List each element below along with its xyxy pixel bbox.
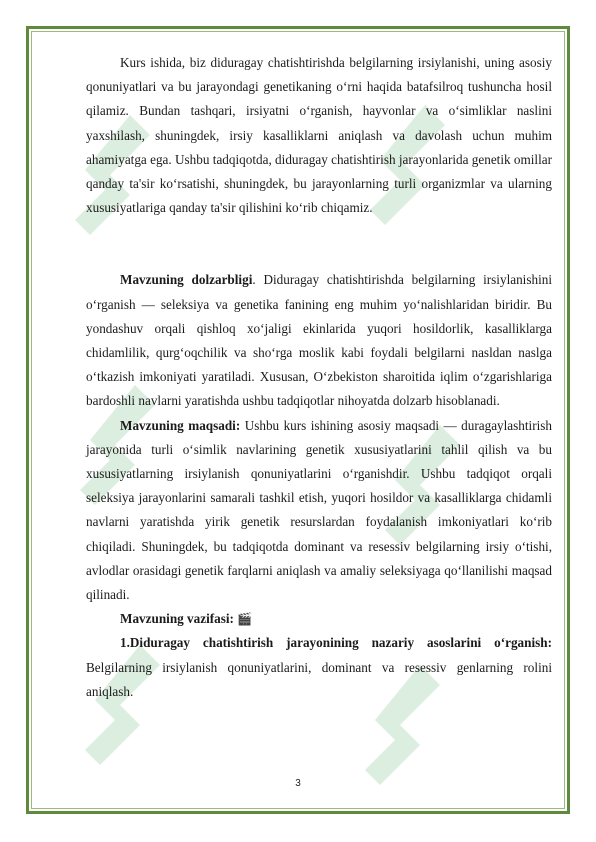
relevance-heading: Mavzuning dolzarbligi bbox=[120, 272, 253, 288]
goal-text: Ushbu kurs ishining asosiy maqsadi — duragaylashtirish jarayonida turli o‘simlik navlarining genetik xususiyatlarini tahlil qilish va bu xususiyatlarning irsiylanish qonuniyatlarini o‘rganishdir. Ushbu tadqiqot orqali seleksiya jarayonlarini samarali tashkil etish, yuqori hosildor va kasalliklarga chidamli navlarni yaratishda yirik genetik resurslardan foydalanish imkoniyatlari ko‘rib chiqiladi. Shuningdek, bu tadqiqotda dominant va resessiv belgilarning irsiy o‘tishi, avlodlar orasidagi genetik farqlarni aniqlash va amaliy seleksiyaga qo‘llanilishi maqsad qilinadi. bbox=[86, 417, 552, 603]
goal-heading: Mavzuning maqsadi: bbox=[120, 417, 241, 433]
relevance-paragraph bbox=[86, 268, 552, 413]
tasks-heading: Mavzuning vazifasi: bbox=[120, 611, 234, 627]
tasks-heading-paragraph bbox=[86, 607, 552, 631]
relevance-text: . Diduragay chatishtirishda belgilarning irsiylanishini o‘rganish — seleksiya va genetika fanining eng muhim yo‘nalishlaridan biridir. Bu yondashuv orqali qishloq xo‘jaligi ekinlarida yuqori hosildorlik, kasalliklarga chidamlilik, qurg‘oqchilik va sho‘rga moslik kabi foydali belgilarni nasldan naslga o‘tkazish imkoniyati yaratiladi. Xususan, O‘zbekiston sharoitida iqlim o‘zgarishlariga bardoshli navlarni yaratishda ushbu tadqiqotlar nihoyatda dolzarb hisoblanadi. bbox=[86, 272, 552, 409]
clapperboard-icon: 🎬 bbox=[237, 612, 253, 627]
document-body bbox=[86, 51, 552, 704]
paragraph-gap bbox=[86, 220, 552, 268]
page-number: 3 bbox=[295, 778, 301, 789]
task-1-text: Belgilarning irsiylanish qonuniyatlarini, dominant va resessiv genlarning rolini aniqlash. bbox=[86, 659, 552, 699]
task-1-heading: 1.Diduragay chatishtirish jarayonining nazariy asoslarini o‘rganish: bbox=[120, 635, 552, 651]
intro-paragraph: Kurs ishida, biz diduragay chatishtirishda belgilarning irsiylanishi, uning asosiy qonuniyatlari va bu jarayondagi genetikaning o‘rni haqida batafsilroq tushuncha hosil qilamiz. Bundan tashqari, irsiyatni o‘rganish, hayvonlar va o‘simliklar naslini yaxshilash, shuningdek, irsiy kasalliklarni aniqlash va davolash uchun muhim ahamiyatga ega. Ushbu tadqiqotda, diduragay chatishtirish jarayonlarida genetik omillar qanday ta'sir ko‘rsatishi, shuningdek, bu jarayonlarning turli organizmlar va ularning xususiyatlariga qanday ta'sir qilishini ko‘rib chiqamiz. bbox=[86, 55, 552, 216]
task-1-paragraph bbox=[86, 631, 552, 704]
goal-paragraph bbox=[86, 414, 552, 608]
